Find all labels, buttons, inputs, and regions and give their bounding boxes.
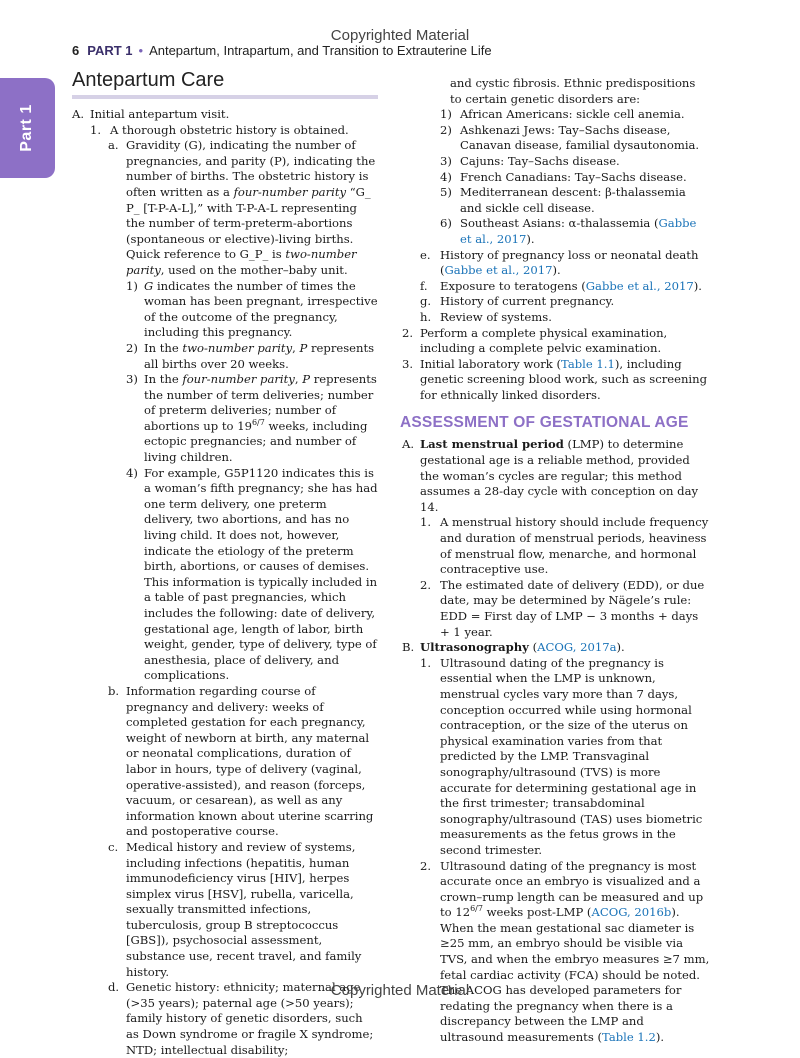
list-item: 5) Mediterranean descent: β-thalassemia and sickle cell disease. (440, 185, 686, 215)
subsection-heading: ASSESSMENT OF GESTATIONAL AGE (400, 414, 689, 432)
list-item: 3) Cajuns: Tay–Sachs disease. (440, 153, 620, 168)
list-item: 1. A menstrual history should include frequency and duration of menstrual periods, heaviness of menstrual flow, menarche, and hormonal contraceptive use. (420, 515, 709, 577)
part-label: PART 1 (87, 43, 133, 58)
copyright-watermark-top: Copyrighted Material (330, 27, 470, 44)
section-title: Antepartum Care (72, 68, 378, 99)
list-item: f. Exposure to teratogens (Gabbe et al., 2017). (420, 278, 702, 293)
list-item: 1) G indicates the number of times the woman has been pregnant, irrespective of the outcome of the pregnancy, including this pregnancy. (126, 278, 378, 340)
list-item: 3) In the four-number parity, P represents the number of term deliveries; number of preterm deliveries; number of abortions up to $19^{6/7}$ weeks, including ectopic pregnancies; and number of living children. (126, 372, 377, 465)
paragraph-continuation: and cystic fibrosis. Ethnic predispositions to certain genetic disorders are: (450, 76, 696, 106)
list-item: 3. Initial laboratory work (Table 1.1), including genetic screening blood work, such as screening for ethnically linked disorders. (402, 356, 708, 402)
list-item: 2. Ultrasound dating of the pregnancy is most accurate once an embryo is visualized and a crown–rump length can be measured and up to $12^{6/7}$ weeks post-LMP (ACOG, 2016b). When the mean gestational sac diameter is ≥25 mm, an embryo should be visible via TVS, and when the embryo measures ≥7 mm, fetal cardiac activity (FCA) should be noted. The ACOG has developed parameters for redating the pregnancy when there is a discrepancy between the LMP and ultrasound measurements (Table 1.2). (420, 858, 710, 1045)
right-column (400, 76, 710, 1046)
list-item: d. Genetic history: ethnicity; maternal age (>35 years); paternal age (>50 years); family history of genetic disorders, such as Down syndrome or fragile X syndrome; NTD; intellectual disability; (108, 980, 374, 1057)
running-head (72, 43, 492, 58)
list-item: h. Review of systems. (420, 309, 552, 324)
copyright-watermark-bottom: Copyrighted Material (330, 982, 470, 999)
left-column (72, 68, 378, 1058)
list-item: B. Ultrasonography (ACOG, 2017a). (402, 640, 625, 655)
list-item: c. Medical history and review of systems, including infections (hepatitis, human immunodeficiency virus [HIV], herpes simplex virus [HSV], rubella, varicella, sexually transmitted infections, tuberculosis, group B streptococcus [GBS]), psychosocial assessment, substance use, recent travel, and family history. (108, 839, 362, 979)
table-link[interactable]: Table 1.1 (561, 356, 615, 371)
list-item: A. Last menstrual period (LMP) to determine gestational age is a reliable method, provided the woman’s cycles are regular; this method assumes a 28-day cycle with conception on day 14. (402, 437, 699, 514)
list-item: 2) Ashkenazi Jews: Tay–Sachs disease, Canavan disease, familial dysautonomia. (440, 122, 700, 153)
list-item: 6) Southeast Asians: α-thalassemia (Gabbe et al., 2017). (440, 216, 697, 246)
bullet-separator: • (138, 43, 144, 58)
table-link[interactable]: Table 1.2 (601, 1030, 656, 1045)
list-item: 2) In the two-number parity, P represents all births over 20 weeks. (126, 340, 375, 371)
citation-link[interactable]: Gabbe et al., 2017 (444, 263, 553, 278)
citation-link[interactable]: ACOG, 2016b (591, 905, 672, 920)
side-tab-label: Part 1 (18, 104, 35, 152)
list-item: 2. The estimated date of delivery (EDD), or due date, may be determined by Nägele’s rule: EDD = First day of LMP − 3 months + days + 1 year. (420, 577, 705, 639)
list-item: 1. Ultrasound dating of the pregnancy is essential when the LMP is unknown, menstrual cycles vary more than 7 days, conception occurred while using hormonal contraception, or the size of the uterus on physical examination varies from that predicted by the LMP. Transvaginal sonography/ultrasound (TVS) is more accurate for determining gestational age in the first trimester; transabdominal sonography/ultrasound (TAS) uses biometric measurements as the fetus grows in the second trimester. (420, 655, 703, 857)
list-item: 4) French Canadians: Tay–Sachs disease. (440, 169, 687, 184)
list-item: 1) African Americans: sickle cell anemia. (440, 107, 685, 122)
list-item: b. Information regarding course of pregnancy and delivery: weeks of completed gestation for each pregnancy, weight of newborn at birth, any maternal or neonatal complications, duration of labor in hours, type of delivery (vaginal, operative-assisted), and reason (forceps, vacuum, or cesarean), as well as any information known about uterine scarring and postoperative course. (108, 683, 374, 839)
list-item: 1. A thorough obstetric history is obtained. (90, 122, 349, 137)
citation-link[interactable]: Gabbe et al., 2017 (585, 278, 694, 293)
list-item: 2. Perform a complete physical examination, including a complete pelvic examination. (402, 325, 668, 356)
list-item: 4) For example, G5P1120 indicates this is a woman’s fifth pregnancy; she has had one term delivery, one preterm delivery, two abortions, and has no living child. It does not, however, indicate the etiology of the preterm birth, abortions, or causes of demises. This information is typically included in a table of past pregnancies, which includes the following: date of delivery, gestational age, length of labor, birth weight, gender, type of delivery, type of anesthesia, place of delivery, and complications. (126, 465, 378, 683)
citation-link[interactable]: Gabbe et al., 2017 (460, 216, 697, 246)
list-item: g. History of current pregnancy. (420, 294, 615, 309)
running-head-title: Antepartum, Intrapartum, and Transition to Extrauterine Life (149, 43, 492, 58)
citation-link[interactable]: ACOG, 2017a (537, 640, 617, 655)
page-number: 6 (72, 43, 80, 58)
list-item: A. Initial antepartum visit. (72, 107, 230, 121)
part-side-tab (0, 78, 55, 178)
list-item: a. Gravidity (G), indicating the number of pregnancies, and parity (P), indicating the number of births. The obstetric history is often written as a four-number parity “G_ P_ [T-P-A-L],” with T-P-A-L representing the number of term-preterm-abortions (spontaneous or elective)-living births. Quick reference to G_P_ is two-number parity, used on the mother–baby unit. (108, 138, 376, 277)
list-item: e. History of pregnancy loss or neonatal death (Gabbe et al., 2017). (420, 247, 699, 278)
